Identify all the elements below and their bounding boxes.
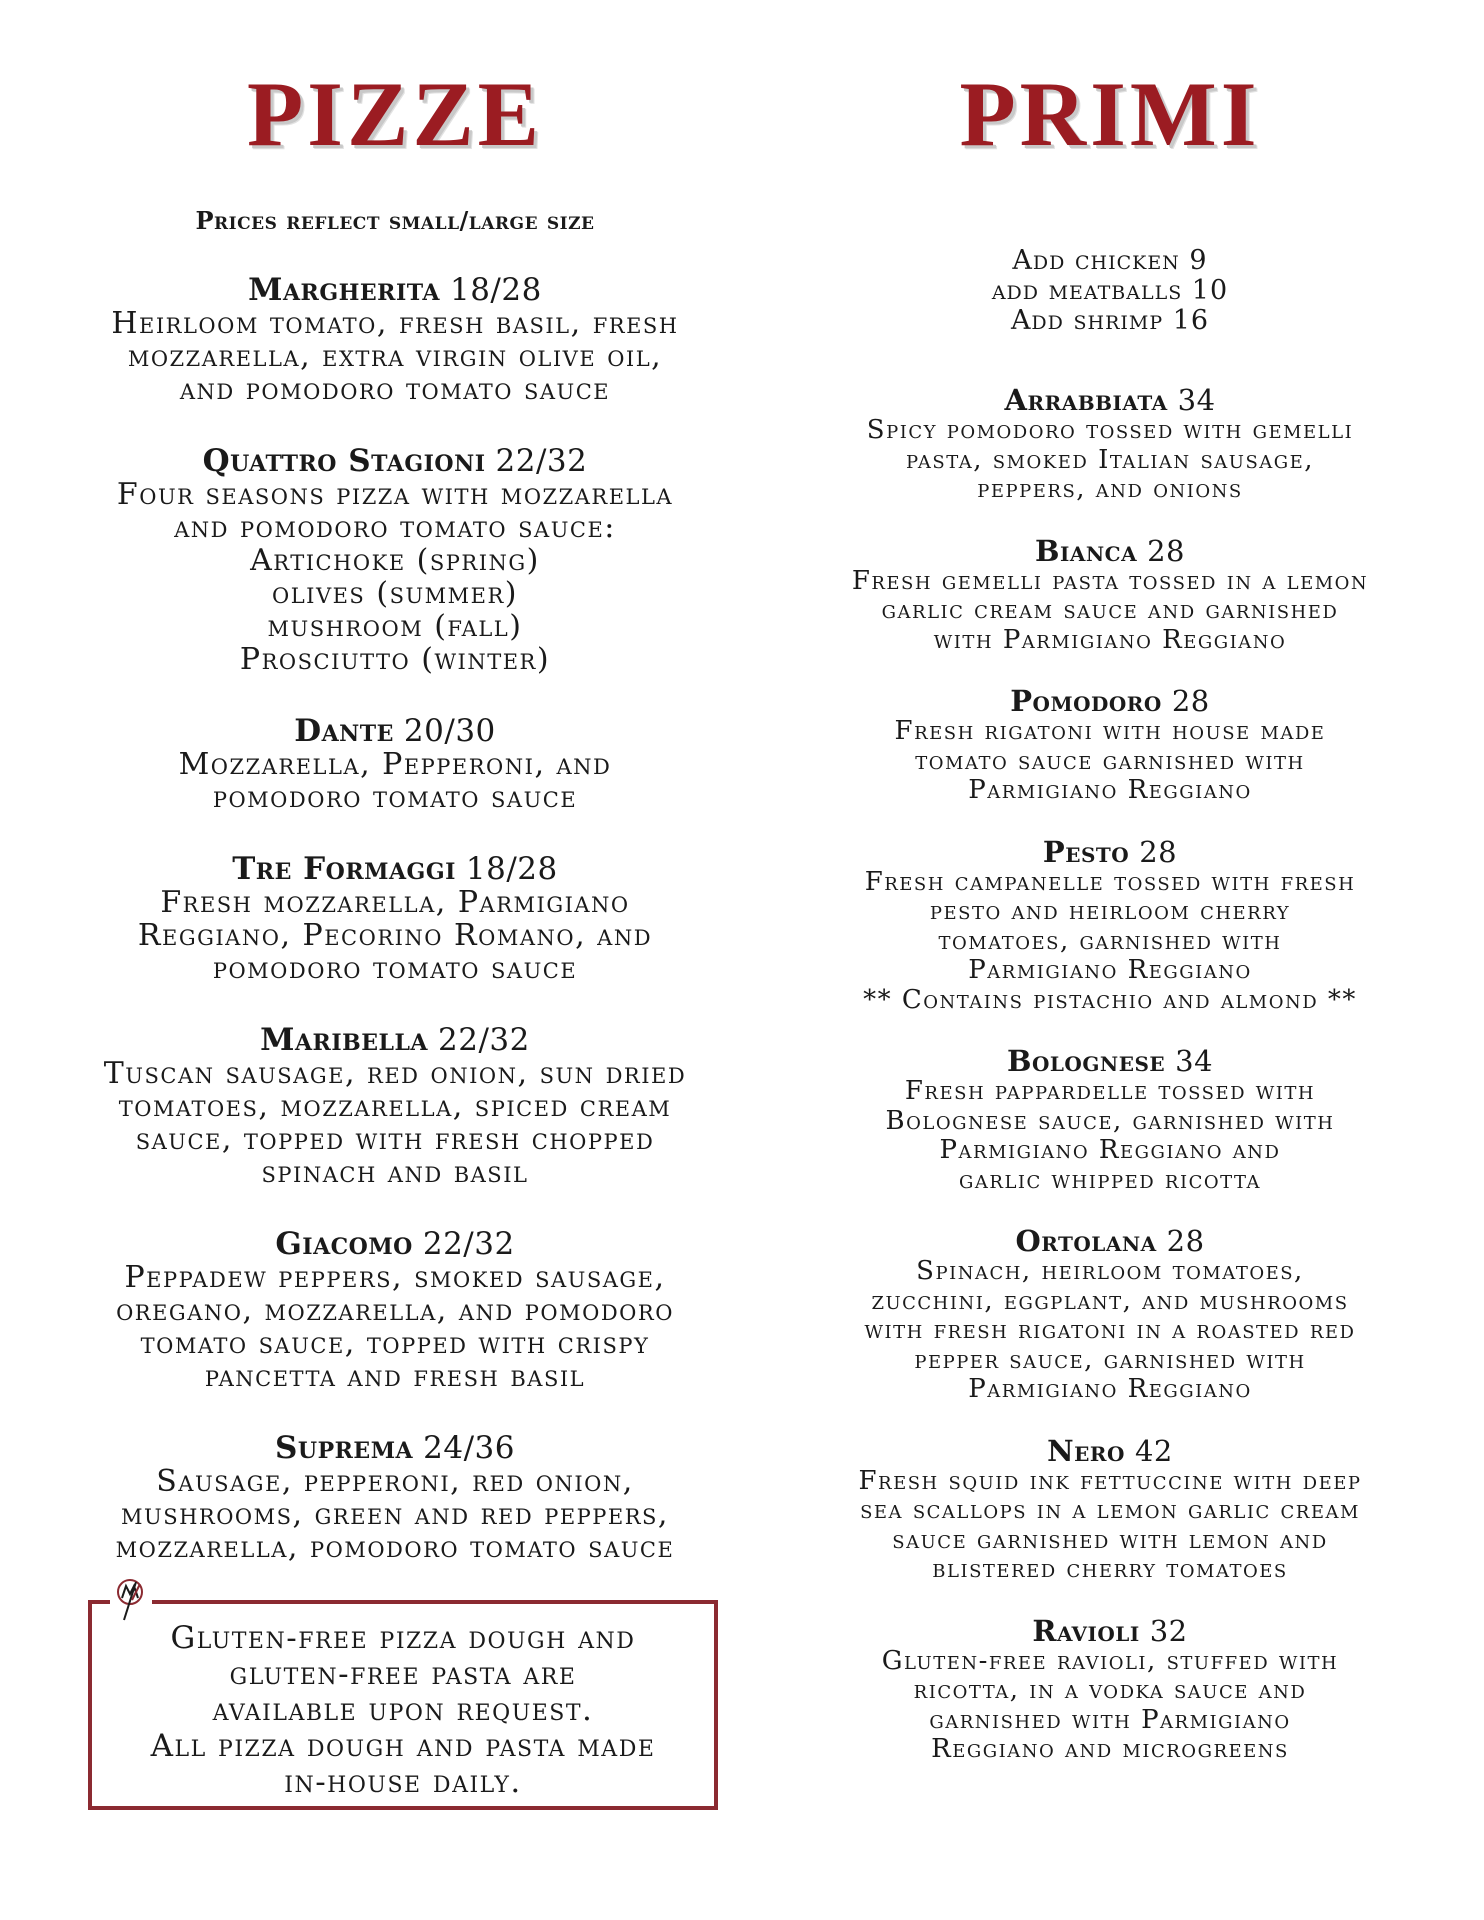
menu-item: [830, 1045, 1390, 1195]
gluten-free-notice: [88, 1600, 718, 1810]
menu-item: [90, 1431, 700, 1564]
notice-line: All pizza dough and pasta made: [150, 1728, 656, 1764]
restaurant-monogram-icon: [110, 1574, 152, 1628]
addon-meatballs: add meatballs 10: [991, 275, 1229, 306]
item-price: 28: [1147, 533, 1185, 568]
item-name: Maribella: [260, 1022, 428, 1058]
item-name: Nero: [1047, 1433, 1125, 1468]
pizze-title: PIZZE: [246, 63, 544, 165]
item-name: Suprema: [275, 1430, 414, 1466]
notice-line: in-house daily.: [284, 1764, 522, 1800]
notice-line: gluten-free pasta are: [229, 1656, 577, 1692]
item-name: Pomodoro: [1010, 684, 1162, 718]
item-description: Spicy pomodoro tossed with gemelli pasta, smoked Italian sausage, peppers, and onions: [866, 415, 1354, 504]
item-description: Four seasons pizza with mozzarella and pomodoro tomato sauce: Artichoke (spring) olives (summer) mushroom (fall) Prosciutto (winter): [116, 477, 674, 677]
item-name: Pesto: [1042, 834, 1130, 869]
item-name: Quattro Stagioni: [202, 443, 486, 479]
item-price: 28: [1166, 1224, 1205, 1258]
item-description: Spinach, heirloom tomatoes, zucchini, eggplant, and mushrooms with fresh rigatoni in a roasted red pepper sauce, garnished with Parmigiano Reggiano: [864, 1256, 1356, 1404]
menu-item: [90, 852, 700, 985]
pizze-subtitle: Prices reflect small/large size: [195, 206, 595, 235]
item-price: 34: [1175, 1044, 1214, 1078]
item-price: 22/32: [438, 1022, 530, 1058]
item-price: 28: [1171, 684, 1210, 718]
menu-item: [90, 1227, 700, 1393]
menu-item: [830, 685, 1390, 806]
item-name: Arrabbiata: [1004, 383, 1168, 417]
item-description: Fresh mozzarella, Parmigiano Reggiano, Pecorino Romano, and pomodoro tomato sauce: [137, 885, 653, 986]
pizze-section: [90, 0, 700, 1564]
menu-item: [830, 1435, 1390, 1585]
item-description: Gluten-free ravioli, stuffed with ricotta, in a vodka sauce and garnished with Parmigiano Reggiano and microgreens: [881, 1645, 1339, 1764]
addon-chicken: Add chicken 9: [1012, 245, 1208, 276]
item-description: Fresh pappardelle tossed with Bolognese sauce, garnished with Parmigiano Reggiano and garlic whipped ricotta: [885, 1076, 1335, 1195]
menu-item: [90, 1023, 700, 1189]
menu-item: [90, 714, 700, 814]
primi-title: PRIMI: [959, 63, 1261, 165]
primi-section: [830, 0, 1390, 1765]
addon-shrimp: Add shrimp 16: [1010, 305, 1210, 336]
item-description: Peppadew peppers, smoked sausage, oregano, mozzarella, and pomodoro tomato sauce, topped with crispy pancetta and fresh basil: [116, 1260, 674, 1394]
notice-line: Gluten-free pizza dough and: [170, 1620, 636, 1656]
item-price: 32: [1149, 1613, 1188, 1648]
item-description: Tuscan sausage, red onion, sun dried tomatoes, mozzarella, spiced cream sauce, topped with fresh chopped spinach and basil: [103, 1056, 687, 1190]
menu-item: [90, 444, 700, 676]
item-price: 24/36: [423, 1430, 515, 1466]
item-price: 18/28: [465, 851, 558, 887]
item-price: 20/30: [403, 713, 496, 749]
item-price: 34: [1177, 383, 1216, 417]
item-description: Fresh campanelle tossed with fresh pesto and heirloom cherry tomatoes, garnished with Parmigiano Reggiano ** Contains pistachio and almond **: [863, 866, 1357, 1015]
item-name: Giacomo: [275, 1226, 413, 1262]
addons-list: [830, 246, 1390, 336]
item-description: Mozzarella, Pepperoni, and pomodoro tomato sauce: [178, 747, 612, 815]
item-price: 42: [1134, 1433, 1173, 1468]
item-description: Fresh rigatoni with house made tomato sauce garnished with Parmigiano Reggiano: [894, 716, 1326, 805]
item-description: Fresh gemelli pasta tossed in a lemon garlic cream sauce and garnished with Parmigiano Reggiano: [851, 565, 1369, 655]
menu-item: [830, 1615, 1390, 1765]
menu-item: [830, 1225, 1390, 1405]
item-name: Margherita: [248, 272, 440, 308]
item-description: Fresh squid ink fettuccine with deep sea scallops in a lemon garlic cream sauce garnished with lemon and blistered cherry tomatoes: [858, 1465, 1362, 1584]
menu-item: [830, 535, 1390, 656]
item-name: Bolognese: [1006, 1044, 1166, 1078]
menu-item: [830, 836, 1390, 1016]
item-description: Sausage, pepperoni, red onion, mushrooms, green and red peppers, mozzarella, pomodoro tomato sauce: [115, 1464, 675, 1565]
item-name: Ortolana: [1015, 1224, 1157, 1258]
item-name: Ravioli: [1032, 1613, 1140, 1648]
item-price: 22/32: [422, 1226, 515, 1262]
item-name: Dante: [294, 713, 394, 749]
item-price: 28: [1139, 834, 1178, 869]
notice-line: available upon request.: [212, 1692, 594, 1728]
item-price: 22/32: [495, 443, 588, 479]
item-name: Tre Formaggi: [232, 851, 456, 887]
item-description: Heirloom tomato, fresh basil, fresh mozzarella, extra virgin olive oil, and pomodoro tomato sauce: [111, 306, 679, 407]
menu-item: [90, 273, 700, 406]
menu-item: [830, 384, 1390, 505]
item-price: 18/28: [449, 272, 542, 308]
item-name: Bianca: [1034, 533, 1138, 568]
